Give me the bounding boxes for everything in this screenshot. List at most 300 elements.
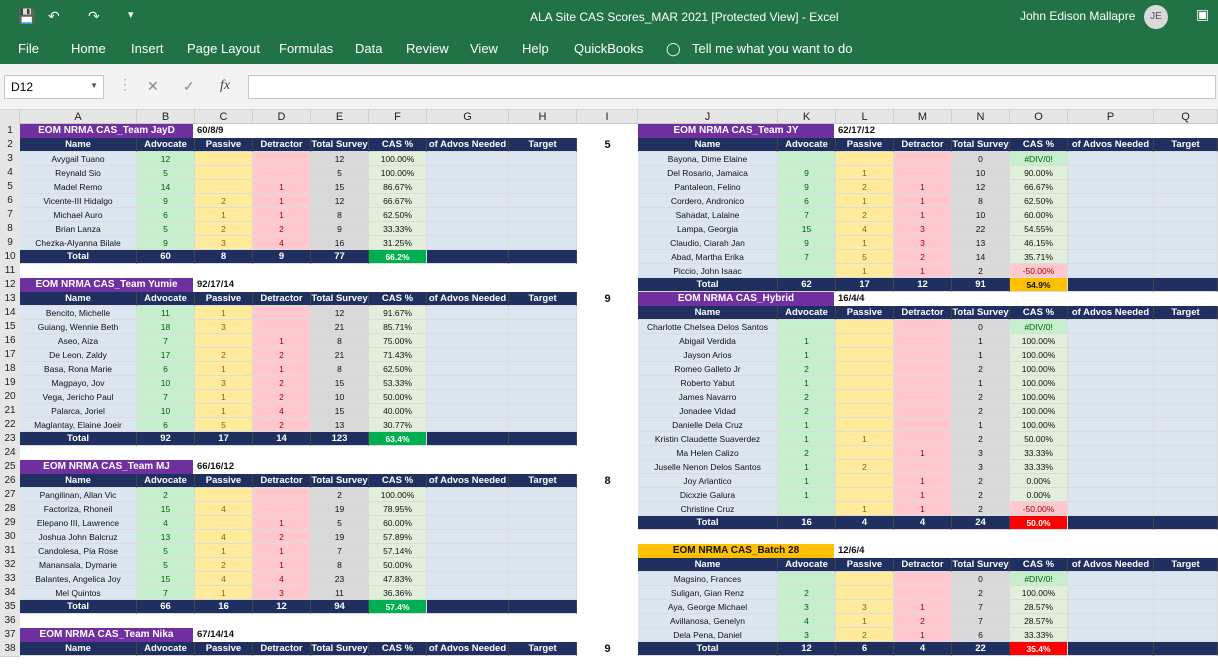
agent-name[interactable]: Abad, Martha Erika bbox=[638, 250, 778, 264]
column-header[interactable]: G bbox=[427, 110, 509, 124]
menu-formulas[interactable]: Formulas bbox=[279, 41, 334, 56]
score-cell[interactable]: 8 bbox=[311, 558, 369, 572]
score-cell[interactable]: 0.00% bbox=[1010, 474, 1068, 488]
target-cell[interactable] bbox=[509, 306, 577, 320]
score-cell[interactable] bbox=[778, 320, 836, 334]
menu-quickbooks[interactable]: QuickBooks bbox=[574, 41, 644, 56]
advos-needed-cell[interactable] bbox=[1068, 474, 1154, 488]
target-cell[interactable] bbox=[509, 236, 577, 250]
score-cell[interactable]: 2 bbox=[778, 404, 836, 418]
agent-name[interactable]: Sahadat, Lalaine bbox=[638, 208, 778, 222]
advos-needed-cell[interactable] bbox=[427, 320, 509, 334]
score-cell[interactable]: 15 bbox=[311, 376, 369, 390]
column-header[interactable]: L bbox=[836, 110, 894, 124]
score-cell[interactable]: 2 bbox=[952, 404, 1010, 418]
agent-name[interactable]: Del Rosario, Jamaica bbox=[638, 166, 778, 180]
score-cell[interactable]: 1 bbox=[195, 208, 253, 222]
score-cell[interactable]: 1 bbox=[778, 432, 836, 446]
target-cell[interactable] bbox=[1154, 488, 1218, 502]
score-cell[interactable]: #DIV/0! bbox=[1010, 572, 1068, 586]
score-cell[interactable]: 3 bbox=[952, 446, 1010, 460]
score-cell[interactable] bbox=[253, 166, 311, 180]
row-header[interactable]: 25 bbox=[0, 460, 20, 475]
score-cell[interactable]: 1 bbox=[253, 194, 311, 208]
target-cell[interactable] bbox=[509, 572, 577, 586]
score-cell[interactable] bbox=[894, 166, 952, 180]
score-cell[interactable] bbox=[894, 376, 952, 390]
advos-needed-cell[interactable] bbox=[427, 488, 509, 502]
score-cell[interactable]: 2 bbox=[952, 502, 1010, 516]
advos-needed-cell[interactable] bbox=[427, 502, 509, 516]
score-cell[interactable]: 1 bbox=[894, 628, 952, 642]
score-cell[interactable]: 18 bbox=[137, 320, 195, 334]
row-header[interactable]: 32 bbox=[0, 558, 20, 573]
column-header[interactable]: Q bbox=[1154, 110, 1218, 124]
tell-me-search[interactable]: Tell me what you want to do bbox=[692, 41, 853, 56]
target-cell[interactable] bbox=[1154, 264, 1218, 278]
score-cell[interactable]: 16 bbox=[311, 236, 369, 250]
score-cell[interactable]: 100.00% bbox=[369, 488, 427, 502]
agent-name[interactable]: James Navarro bbox=[638, 390, 778, 404]
score-cell[interactable]: 57.89% bbox=[369, 530, 427, 544]
score-cell[interactable]: 14 bbox=[952, 250, 1010, 264]
score-cell[interactable]: 60.00% bbox=[1010, 208, 1068, 222]
score-cell[interactable]: 3 bbox=[195, 236, 253, 250]
score-cell[interactable]: 62.50% bbox=[1010, 194, 1068, 208]
score-cell[interactable] bbox=[836, 390, 894, 404]
score-cell[interactable]: 100.00% bbox=[1010, 348, 1068, 362]
score-cell[interactable]: 3 bbox=[778, 628, 836, 642]
score-cell[interactable]: 1 bbox=[253, 180, 311, 194]
score-cell[interactable]: 22 bbox=[952, 222, 1010, 236]
score-cell[interactable] bbox=[253, 502, 311, 516]
score-cell[interactable]: 100.00% bbox=[1010, 334, 1068, 348]
score-cell[interactable]: 19 bbox=[311, 530, 369, 544]
score-cell[interactable]: 10 bbox=[311, 390, 369, 404]
advos-needed-cell[interactable] bbox=[427, 558, 509, 572]
score-cell[interactable]: 15 bbox=[311, 404, 369, 418]
menu-view[interactable]: View bbox=[470, 41, 498, 56]
score-cell[interactable]: 3 bbox=[195, 376, 253, 390]
score-cell[interactable]: 4 bbox=[195, 530, 253, 544]
score-cell[interactable]: 57.14% bbox=[369, 544, 427, 558]
score-cell[interactable]: 4 bbox=[137, 516, 195, 530]
target-cell[interactable] bbox=[509, 404, 577, 418]
menu-review[interactable]: Review bbox=[406, 41, 449, 56]
score-cell[interactable]: 0.00% bbox=[1010, 488, 1068, 502]
score-cell[interactable]: 2 bbox=[894, 614, 952, 628]
menu-insert[interactable]: Insert bbox=[131, 41, 164, 56]
advos-needed-cell[interactable] bbox=[1068, 572, 1154, 586]
score-cell[interactable]: 3 bbox=[253, 586, 311, 600]
column-header[interactable]: N bbox=[952, 110, 1010, 124]
agent-name[interactable]: Pangilinan, Allan Vic bbox=[20, 488, 137, 502]
row-header[interactable]: 36 bbox=[0, 614, 20, 629]
score-cell[interactable]: 1 bbox=[894, 180, 952, 194]
score-cell[interactable]: 1 bbox=[952, 348, 1010, 362]
score-cell[interactable] bbox=[778, 152, 836, 166]
target-cell[interactable] bbox=[509, 544, 577, 558]
target-cell[interactable] bbox=[509, 320, 577, 334]
target-cell[interactable] bbox=[1154, 152, 1218, 166]
score-cell[interactable]: 1 bbox=[836, 502, 894, 516]
score-cell[interactable] bbox=[836, 376, 894, 390]
ribbon-display-icon[interactable]: ▣ bbox=[1196, 6, 1210, 22]
score-cell[interactable]: #DIV/0! bbox=[1010, 320, 1068, 334]
score-cell[interactable]: 17 bbox=[137, 348, 195, 362]
score-cell[interactable] bbox=[836, 152, 894, 166]
score-cell[interactable]: 6 bbox=[137, 418, 195, 432]
score-cell[interactable]: 1 bbox=[778, 418, 836, 432]
agent-name[interactable]: Dicxzie Galura bbox=[638, 488, 778, 502]
score-cell[interactable]: 2 bbox=[195, 194, 253, 208]
score-cell[interactable]: 1 bbox=[952, 418, 1010, 432]
score-cell[interactable]: 10 bbox=[137, 376, 195, 390]
target-cell[interactable] bbox=[1154, 446, 1218, 460]
score-cell[interactable]: 1 bbox=[836, 432, 894, 446]
score-cell[interactable] bbox=[894, 432, 952, 446]
score-cell[interactable]: 2 bbox=[137, 488, 195, 502]
score-cell[interactable]: 2 bbox=[253, 390, 311, 404]
agent-name[interactable]: Abigail Verdida bbox=[638, 334, 778, 348]
score-cell[interactable]: 2 bbox=[778, 446, 836, 460]
score-cell[interactable]: 86.67% bbox=[369, 180, 427, 194]
score-cell[interactable]: 71.43% bbox=[369, 348, 427, 362]
score-cell[interactable]: 4 bbox=[195, 502, 253, 516]
score-cell[interactable]: 60.00% bbox=[369, 516, 427, 530]
score-cell[interactable]: 8 bbox=[311, 208, 369, 222]
score-cell[interactable]: 1 bbox=[778, 460, 836, 474]
agent-name[interactable]: Avillanosa, Genelyn bbox=[638, 614, 778, 628]
score-cell[interactable]: 1 bbox=[894, 264, 952, 278]
advos-needed-cell[interactable] bbox=[427, 544, 509, 558]
row-header[interactable]: 16 bbox=[0, 334, 20, 349]
score-cell[interactable]: 1 bbox=[195, 544, 253, 558]
target-cell[interactable] bbox=[1154, 194, 1218, 208]
advos-needed-cell[interactable] bbox=[1068, 614, 1154, 628]
agent-name[interactable]: Manansala, Dymarie bbox=[20, 558, 137, 572]
agent-name[interactable]: Piccio, John Isaac bbox=[638, 264, 778, 278]
score-cell[interactable]: 62.50% bbox=[369, 208, 427, 222]
score-cell[interactable]: 1 bbox=[253, 334, 311, 348]
score-cell[interactable]: 1 bbox=[952, 376, 1010, 390]
target-cell[interactable] bbox=[509, 334, 577, 348]
score-cell[interactable]: 11 bbox=[137, 306, 195, 320]
score-cell[interactable] bbox=[894, 460, 952, 474]
target-cell[interactable] bbox=[509, 390, 577, 404]
advos-needed-cell[interactable] bbox=[427, 194, 509, 208]
agent-name[interactable]: Bencito, Michelle bbox=[20, 306, 137, 320]
column-header[interactable]: E bbox=[311, 110, 369, 124]
worksheet-grid[interactable] bbox=[0, 110, 1218, 668]
score-cell[interactable]: 6 bbox=[778, 194, 836, 208]
column-header[interactable]: I bbox=[577, 110, 638, 124]
score-cell[interactable]: 0 bbox=[952, 572, 1010, 586]
score-cell[interactable]: 1 bbox=[952, 334, 1010, 348]
score-cell[interactable] bbox=[836, 320, 894, 334]
score-cell[interactable] bbox=[894, 586, 952, 600]
score-cell[interactable]: 5 bbox=[311, 166, 369, 180]
score-cell[interactable]: 4 bbox=[778, 614, 836, 628]
score-cell[interactable]: 12 bbox=[311, 306, 369, 320]
row-header[interactable]: 26 bbox=[0, 474, 20, 489]
advos-needed-cell[interactable] bbox=[427, 362, 509, 376]
target-cell[interactable] bbox=[1154, 404, 1218, 418]
row-header[interactable]: 17 bbox=[0, 348, 20, 363]
agent-name[interactable]: Juselle Nenon Delos Santos bbox=[638, 460, 778, 474]
advos-needed-cell[interactable] bbox=[427, 516, 509, 530]
column-header[interactable]: O bbox=[1010, 110, 1068, 124]
score-cell[interactable]: -50.00% bbox=[1010, 264, 1068, 278]
target-cell[interactable] bbox=[1154, 628, 1218, 642]
score-cell[interactable]: 10 bbox=[137, 404, 195, 418]
agent-name[interactable]: Danielle Dela Cruz bbox=[638, 418, 778, 432]
advos-needed-cell[interactable] bbox=[427, 390, 509, 404]
target-cell[interactable] bbox=[509, 516, 577, 530]
agent-name[interactable]: Candolesa, Pia Rose bbox=[20, 544, 137, 558]
score-cell[interactable]: 1 bbox=[778, 488, 836, 502]
score-cell[interactable]: 50.00% bbox=[369, 390, 427, 404]
score-cell[interactable] bbox=[894, 320, 952, 334]
score-cell[interactable]: 1 bbox=[253, 208, 311, 222]
score-cell[interactable]: 2 bbox=[253, 376, 311, 390]
score-cell[interactable]: 7 bbox=[778, 208, 836, 222]
score-cell[interactable]: 62.50% bbox=[369, 362, 427, 376]
score-cell[interactable]: 15 bbox=[778, 222, 836, 236]
score-cell[interactable]: 7 bbox=[137, 334, 195, 348]
agent-name[interactable]: Vicente-III Hidalgo bbox=[20, 194, 137, 208]
score-cell[interactable]: 2 bbox=[778, 362, 836, 376]
target-cell[interactable] bbox=[1154, 180, 1218, 194]
advos-needed-cell[interactable] bbox=[1068, 432, 1154, 446]
score-cell[interactable]: 50.00% bbox=[369, 558, 427, 572]
advos-needed-cell[interactable] bbox=[1068, 376, 1154, 390]
score-cell[interactable] bbox=[195, 180, 253, 194]
score-cell[interactable]: 33.33% bbox=[1010, 628, 1068, 642]
score-cell[interactable]: 8 bbox=[952, 194, 1010, 208]
score-cell[interactable]: 15 bbox=[137, 572, 195, 586]
column-header[interactable]: A bbox=[20, 110, 137, 124]
target-cell[interactable] bbox=[1154, 250, 1218, 264]
score-cell[interactable]: #DIV/0! bbox=[1010, 152, 1068, 166]
advos-needed-cell[interactable] bbox=[427, 180, 509, 194]
advos-needed-cell[interactable] bbox=[427, 404, 509, 418]
target-cell[interactable] bbox=[509, 348, 577, 362]
row-header[interactable]: 4 bbox=[0, 166, 20, 181]
score-cell[interactable]: 12 bbox=[311, 152, 369, 166]
column-header[interactable]: K bbox=[778, 110, 836, 124]
target-cell[interactable] bbox=[1154, 614, 1218, 628]
target-cell[interactable] bbox=[509, 194, 577, 208]
score-cell[interactable]: 30.77% bbox=[369, 418, 427, 432]
score-cell[interactable]: 9 bbox=[778, 166, 836, 180]
score-cell[interactable]: 1 bbox=[836, 264, 894, 278]
score-cell[interactable]: 47.83% bbox=[369, 572, 427, 586]
score-cell[interactable]: 2 bbox=[253, 530, 311, 544]
target-cell[interactable] bbox=[509, 208, 577, 222]
agent-name[interactable]: Suligan, Gian Renz bbox=[638, 586, 778, 600]
redo-icon[interactable]: ↷ bbox=[88, 8, 100, 24]
score-cell[interactable] bbox=[195, 488, 253, 502]
score-cell[interactable]: 5 bbox=[195, 418, 253, 432]
score-cell[interactable]: 8 bbox=[311, 334, 369, 348]
row-header[interactable]: 5 bbox=[0, 180, 20, 195]
agent-name[interactable]: Maglantay, Elaine Joeir bbox=[20, 418, 137, 432]
user-name[interactable]: John Edison Mallapre bbox=[1020, 9, 1136, 23]
score-cell[interactable]: 100.00% bbox=[1010, 586, 1068, 600]
advos-needed-cell[interactable] bbox=[1068, 390, 1154, 404]
score-cell[interactable] bbox=[836, 474, 894, 488]
target-cell[interactable] bbox=[1154, 208, 1218, 222]
agent-name[interactable]: Chezka-Alyanna Bilale bbox=[20, 236, 137, 250]
row-header[interactable]: 34 bbox=[0, 586, 20, 601]
score-cell[interactable]: 90.00% bbox=[1010, 166, 1068, 180]
cancel-icon[interactable]: ✕ bbox=[147, 78, 159, 94]
score-cell[interactable]: 2 bbox=[195, 558, 253, 572]
target-cell[interactable] bbox=[1154, 460, 1218, 474]
target-cell[interactable] bbox=[509, 180, 577, 194]
score-cell[interactable]: 2 bbox=[253, 418, 311, 432]
score-cell[interactable]: 9 bbox=[778, 180, 836, 194]
avatar[interactable]: JE bbox=[1144, 5, 1168, 29]
agent-name[interactable]: Guiang, Wennie Beth bbox=[20, 320, 137, 334]
column-header[interactable]: M bbox=[894, 110, 952, 124]
score-cell[interactable]: 100.00% bbox=[369, 152, 427, 166]
score-cell[interactable]: 85.71% bbox=[369, 320, 427, 334]
score-cell[interactable]: 1 bbox=[894, 474, 952, 488]
score-cell[interactable]: 1 bbox=[195, 586, 253, 600]
target-cell[interactable] bbox=[1154, 502, 1218, 516]
advos-needed-cell[interactable] bbox=[1068, 166, 1154, 180]
row-header[interactable]: 1 bbox=[0, 124, 20, 139]
score-cell[interactable]: 9 bbox=[778, 236, 836, 250]
row-header[interactable]: 30 bbox=[0, 530, 20, 545]
insert-function-icon[interactable]: fx bbox=[220, 78, 231, 93]
score-cell[interactable] bbox=[836, 572, 894, 586]
advos-needed-cell[interactable] bbox=[427, 152, 509, 166]
target-cell[interactable] bbox=[509, 530, 577, 544]
row-header[interactable]: 13 bbox=[0, 292, 20, 307]
score-cell[interactable]: 7 bbox=[952, 600, 1010, 614]
agent-name[interactable]: Palarca, Joriel bbox=[20, 404, 137, 418]
score-cell[interactable]: 13 bbox=[952, 236, 1010, 250]
score-cell[interactable]: 8 bbox=[311, 362, 369, 376]
score-cell[interactable] bbox=[195, 334, 253, 348]
advos-needed-cell[interactable] bbox=[1068, 320, 1154, 334]
score-cell[interactable]: 100.00% bbox=[1010, 418, 1068, 432]
score-cell[interactable] bbox=[836, 446, 894, 460]
score-cell[interactable]: 1 bbox=[253, 362, 311, 376]
score-cell[interactable]: 1 bbox=[778, 376, 836, 390]
target-cell[interactable] bbox=[509, 558, 577, 572]
score-cell[interactable]: 2 bbox=[952, 474, 1010, 488]
menu-page-layout[interactable]: Page Layout bbox=[187, 41, 261, 56]
score-cell[interactable]: 0 bbox=[952, 152, 1010, 166]
target-cell[interactable] bbox=[509, 418, 577, 432]
target-cell[interactable] bbox=[1154, 236, 1218, 250]
score-cell[interactable] bbox=[894, 362, 952, 376]
score-cell[interactable] bbox=[894, 334, 952, 348]
score-cell[interactable] bbox=[836, 418, 894, 432]
score-cell[interactable]: 1 bbox=[253, 544, 311, 558]
score-cell[interactable] bbox=[894, 390, 952, 404]
score-cell[interactable]: 14 bbox=[137, 180, 195, 194]
score-cell[interactable]: 1 bbox=[894, 600, 952, 614]
advos-needed-cell[interactable] bbox=[1068, 586, 1154, 600]
score-cell[interactable]: 1 bbox=[778, 474, 836, 488]
score-cell[interactable] bbox=[195, 152, 253, 166]
advos-needed-cell[interactable] bbox=[1068, 446, 1154, 460]
advos-needed-cell[interactable] bbox=[1068, 264, 1154, 278]
score-cell[interactable]: 1 bbox=[894, 194, 952, 208]
score-cell[interactable]: 2 bbox=[894, 250, 952, 264]
score-cell[interactable] bbox=[195, 516, 253, 530]
agent-name[interactable]: Roberto Yabut bbox=[638, 376, 778, 390]
advos-needed-cell[interactable] bbox=[427, 586, 509, 600]
score-cell[interactable] bbox=[836, 404, 894, 418]
advos-needed-cell[interactable] bbox=[1068, 628, 1154, 642]
score-cell[interactable]: 10 bbox=[952, 208, 1010, 222]
score-cell[interactable]: 91.67% bbox=[369, 306, 427, 320]
column-header[interactable]: F bbox=[369, 110, 427, 124]
advos-needed-cell[interactable] bbox=[427, 418, 509, 432]
score-cell[interactable]: 5 bbox=[137, 166, 195, 180]
score-cell[interactable]: 3 bbox=[195, 320, 253, 334]
row-header[interactable]: 7 bbox=[0, 208, 20, 223]
agent-name[interactable]: Cordero, Andronico bbox=[638, 194, 778, 208]
score-cell[interactable]: 4 bbox=[195, 572, 253, 586]
score-cell[interactable]: 5 bbox=[137, 544, 195, 558]
agent-name[interactable]: Kristin Claudette Suaverdez bbox=[638, 432, 778, 446]
score-cell[interactable]: 0 bbox=[952, 320, 1010, 334]
score-cell[interactable]: 9 bbox=[311, 222, 369, 236]
score-cell[interactable]: 54.55% bbox=[1010, 222, 1068, 236]
column-header[interactable]: D bbox=[253, 110, 311, 124]
formula-input[interactable] bbox=[248, 75, 1216, 99]
row-header[interactable]: 12 bbox=[0, 278, 20, 293]
score-cell[interactable]: 1 bbox=[836, 614, 894, 628]
target-cell[interactable] bbox=[1154, 166, 1218, 180]
score-cell[interactable]: 100.00% bbox=[1010, 404, 1068, 418]
column-header[interactable]: P bbox=[1068, 110, 1154, 124]
agent-name[interactable]: Claudio, Ciarah Jan bbox=[638, 236, 778, 250]
agent-name[interactable]: Magsino, Frances bbox=[638, 572, 778, 586]
score-cell[interactable]: 3 bbox=[836, 600, 894, 614]
score-cell[interactable]: 50.00% bbox=[1010, 432, 1068, 446]
target-cell[interactable] bbox=[509, 152, 577, 166]
agent-name[interactable]: Bayona, Dime Elaine bbox=[638, 152, 778, 166]
row-header[interactable]: 33 bbox=[0, 572, 20, 587]
score-cell[interactable]: 5 bbox=[836, 250, 894, 264]
score-cell[interactable] bbox=[894, 572, 952, 586]
menu-help[interactable]: Help bbox=[522, 41, 549, 56]
agent-name[interactable]: Aseo, Aiza bbox=[20, 334, 137, 348]
score-cell[interactable]: 12 bbox=[952, 180, 1010, 194]
advos-needed-cell[interactable] bbox=[1068, 460, 1154, 474]
save-icon[interactable]: 💾 bbox=[18, 8, 36, 24]
column-header[interactable]: H bbox=[509, 110, 577, 124]
row-header[interactable]: 18 bbox=[0, 362, 20, 377]
agent-name[interactable]: Basa, Rona Marie bbox=[20, 362, 137, 376]
score-cell[interactable] bbox=[836, 362, 894, 376]
agent-name[interactable]: Reynald Sio bbox=[20, 166, 137, 180]
score-cell[interactable] bbox=[778, 264, 836, 278]
score-cell[interactable]: 7 bbox=[137, 586, 195, 600]
score-cell[interactable]: 1 bbox=[836, 194, 894, 208]
score-cell[interactable]: 1 bbox=[195, 362, 253, 376]
name-box[interactable] bbox=[4, 75, 104, 99]
row-header[interactable]: 29 bbox=[0, 516, 20, 531]
